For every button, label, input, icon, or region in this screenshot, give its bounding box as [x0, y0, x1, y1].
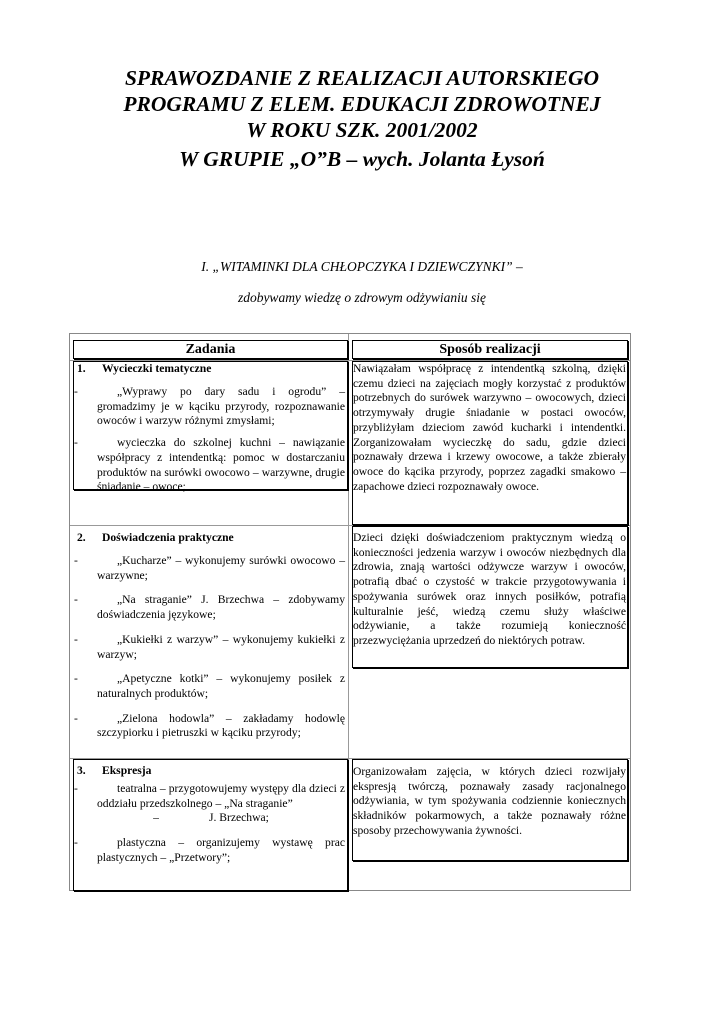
row2-number: 2. [77, 531, 86, 544]
item-text: „Kukiełki z warzyw” – wykonujemy kukiełki z warzyw; [97, 632, 345, 661]
list-item [74, 672, 345, 701]
row1-title [74, 362, 345, 378]
item-text: „Na straganie” J. Brzechwa – zdobywamy doświadczenia językowe; [97, 593, 345, 622]
bullet-dash: - [74, 554, 78, 567]
bullet-dash: - [74, 632, 78, 646]
item-text: „Zielona hodowla” – zakładamy hodowlę szczypiorku i pietruszki w kąciku przyrody; [97, 711, 345, 740]
list-item [74, 554, 345, 583]
bullet-dash: - [74, 385, 78, 398]
row3-title-text: Ekspresja [102, 764, 152, 777]
item-continuation [97, 811, 345, 826]
row1-number: 1. [77, 362, 86, 375]
title-line-4: W GRUPIE „O”B – wych. Jolanta Łysoń [179, 147, 545, 172]
item-text: „Apetyczne kotki” – wykonujemy posiłek z naturalnych produktów; [97, 672, 345, 700]
item-text: „Wyprawy po dary sadu i ogrodu” – gromadzimy je w kąciku przyrody, rozpoznawanie owoców i warzyw różnymi zmysłami; [97, 385, 345, 428]
list-item [74, 712, 345, 741]
report-table [69, 333, 631, 891]
header-realization: Sposób realizacji [352, 340, 628, 359]
item-text: teatralna – przygotowujemy występy dla dzieci z oddziału przedszkolnego – „Na straganie” [97, 782, 345, 810]
title-line-1: SPRAWOZDANIE Z REALIZACJI AUTORSKIEGO [124, 66, 600, 90]
row3-realization: Organizowałam zajęcia, w których dzieci rozwijały ekspresją twórczą, poznawały zasady racjonalnego odżywiania, w tym spożywania codziennie koniecznych składników pokarmowych, a także poznawały różne sposoby przechowywania żywności. [353, 765, 626, 837]
row1-tasks [74, 362, 345, 495]
row1-realization: Nawiązałam współpracę z intendentką szkolną, dzięki czemu dzieci na zajęciach mogły korzystać z produktów potrzebnych do surówek warzywno – owocowych, dzieci otrzymywały drugie śniadanie w postaci owoców, przybliżyłam dzieciom zawód kucharki i intendentki. Zorganizowałam wycieczkę do sadu, gdzie dzieci poznawały drzewa i krzewy owocowe, a także zbierały owoce do kącika przyrody, poprzez zagadki smakowo – zapachowe dzieci rozpoznawały owoce. [353, 362, 626, 493]
document-title [60, 66, 664, 173]
row3-tasks [74, 764, 345, 866]
continuation-dash: – [153, 811, 159, 825]
item-text: wycieczka do szkolnej kuchni – nawiązanie współpracy z intendentką: pomoc w dostarczaniu produktów na surówki owocowo – warzywne, drugie śniadanie – owoce; [97, 436, 345, 494]
row2-title [74, 531, 345, 547]
bullet-dash: - [74, 711, 78, 725]
row2-title-text: Doświadczenia praktyczne [102, 531, 234, 544]
bullet-dash: - [74, 672, 78, 686]
row3-title [74, 764, 345, 780]
list-item [74, 436, 345, 495]
list-item [74, 836, 345, 865]
row3-number: 3. [77, 764, 86, 777]
list-item [74, 633, 345, 662]
column-divider [348, 334, 349, 890]
row1-title-text: Wycieczki tematyczne [102, 362, 212, 375]
title-line-3: W ROKU SZK. 2001/2002 [246, 117, 478, 142]
section-heading [60, 259, 664, 306]
header-tasks: Zadania [73, 340, 348, 359]
continuation-text: J. Brzechwa; [208, 811, 269, 825]
list-item [74, 593, 345, 622]
item-text: „Kucharze” – wykonujemy surówki owocowo – warzywne; [97, 554, 345, 582]
bullet-dash: - [74, 836, 78, 850]
bullet-dash: - [74, 436, 78, 450]
title-line-2: PROGRAMU Z ELEM. EDUKACJI ZDROWOTNEJ [123, 91, 601, 116]
item-text: plastyczna – organizujemy wystawę prac plastycznych – „Przetwory”; [97, 836, 345, 864]
row2-realization: Dzieci dzięki doświadczeniom praktycznym wiedzą o konieczności jedzenia warzyw i owoców niezbędnych dla zdrowia, znają wartości odżywcze warzyw i owoców, potrafią dbać o czystość w trakcie przygotowywania i spożywania surówek oraz innych posiłków, potrafią kulturalnie jeść, wiedzą czemu służy właściwe odżywianie, a także rozumieją konieczność przezwyciężania uprzedzeń do niektórych potraw. [353, 531, 626, 647]
list-item [74, 782, 345, 826]
bullet-dash: - [74, 782, 78, 795]
section-subtitle: zdobywamy wiedzę o zdrowym odżywianiu się [237, 290, 487, 305]
bullet-dash: - [74, 593, 78, 607]
list-item [74, 385, 345, 429]
section-title: I. „WITAMINKI DLA CHŁOPCZYKA I DZIEWCZYNKI” – [201, 259, 523, 274]
row2-tasks [74, 531, 345, 741]
